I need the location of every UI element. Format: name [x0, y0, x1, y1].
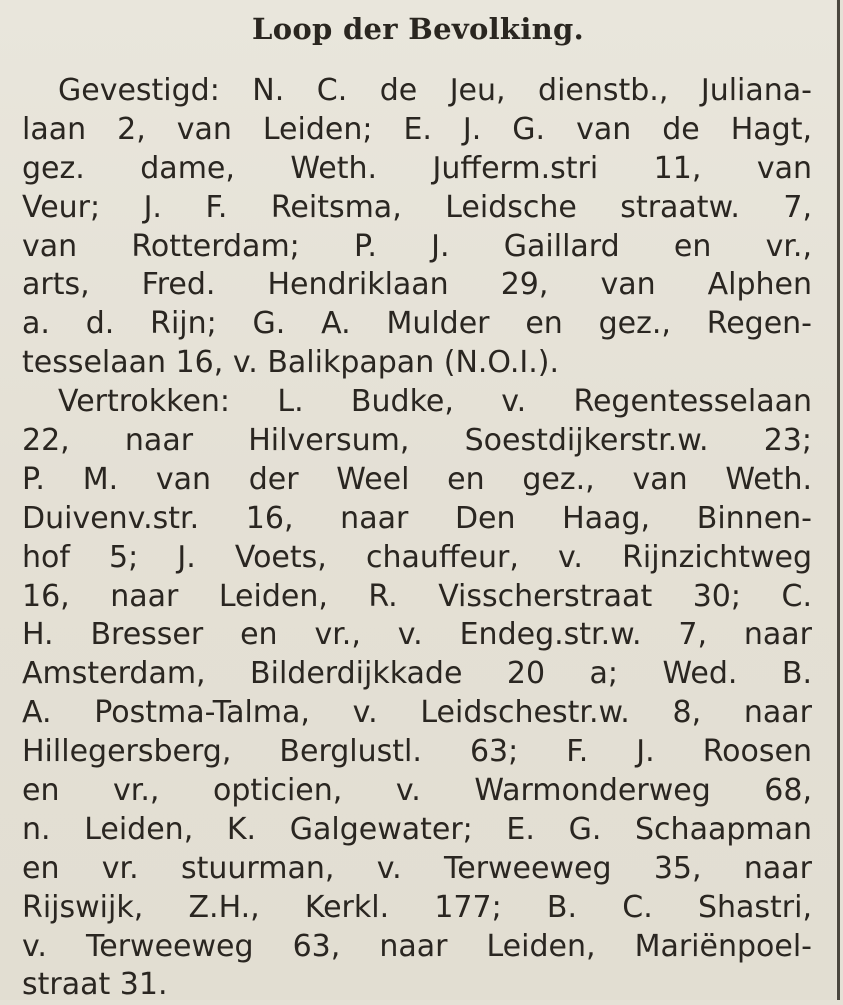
text-line: Veur; J. F. Reitsma, Leidsche straatw. 7, [22, 189, 812, 225]
text-line: a. d. Rijn; G. A. Mulder en gez., Regen- [22, 306, 812, 342]
text-line: P. M. van der Weel en gez., van Weth. [22, 461, 812, 497]
text-line: H. Bresser en vr., v. Endeg.str.w. 7, naar [22, 617, 812, 653]
text-line: tesselaan 16, v. Balikpapan (N.O.I.). [22, 345, 559, 381]
text-line: v. Terweeweg 63, naar Leiden, Mariënpoel- [22, 928, 812, 964]
text-line: 16, naar Leiden, R. Visscherstraat 30; C. [22, 578, 812, 614]
text-line: straat 31. [22, 967, 168, 1003]
text-line: Amsterdam, Bilderdijkkade 20 a; Wed. B. [22, 656, 812, 692]
text-line: van Rotterdam; P. J. Gaillard en vr., [22, 228, 812, 264]
text-line: en vr. stuurman, v. Terweeweg 35, naar [22, 850, 812, 886]
text-line: Gevestigd: N. C. de Jeu, dienstb., Juliana- [58, 73, 812, 108]
text-line: Rijswijk, Z.H., Kerkl. 177; B. C. Shastri, [22, 889, 812, 925]
column-border [837, 0, 840, 1000]
text-line: laan 2, van Leiden; E. J. G. van de Hagt, [22, 111, 812, 147]
article-title: Loop der Bevolking. [252, 12, 584, 46]
text-line: en vr., opticien, v. Warmonderweg 68, [22, 773, 812, 809]
text-line: 22, naar Hilversum, Soestdijkerstr.w. 23; [22, 423, 812, 459]
text-line: hof 5; J. Voets, chauffeur, v. Rijnzichtweg [22, 539, 812, 575]
text-line: n. Leiden, K. Galgewater; E. G. Schaapman [22, 811, 812, 847]
text-line: arts, Fred. Hendriklaan 29, van Alphen [22, 267, 812, 303]
text-line: Vertrokken: L. Budke, v. Regentesselaan [58, 384, 812, 420]
text-line: Hillegersberg, Berglustl. 63; F. J. Roosen [22, 734, 812, 770]
text-line: gez. dame, Weth. Jufferm.stri 11, van [22, 150, 812, 186]
text-line: Duivenv.str. 16, naar Den Haag, Binnen- [22, 500, 812, 536]
article-body [22, 72, 812, 1005]
text-line: A. Postma-Talma, v. Leidschestr.w. 8, naar [22, 695, 812, 731]
